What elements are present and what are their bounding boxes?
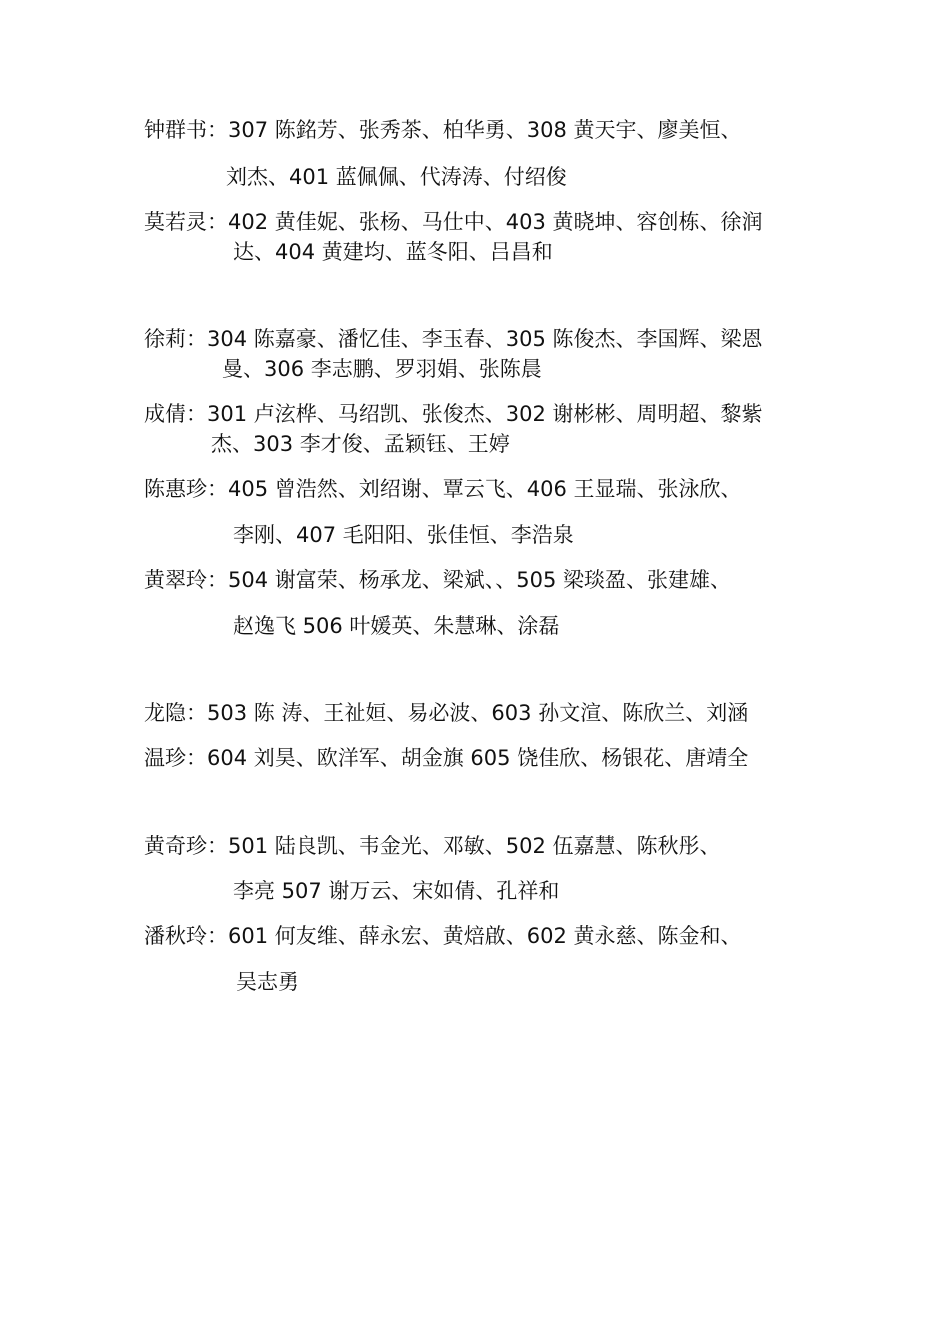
entry-text: 601 何友维、薛永宏、黄焙啟、602 黄永慈、陈金和、 <box>228 924 742 948</box>
teacher-name: 温珍： <box>144 746 207 770</box>
entry-continuation-line: 杰、303 李才俊、孟颖钰、王婷 <box>211 432 510 456</box>
entry-first-line <box>144 115 742 145</box>
entry-text: 405 曾浩然、刘绍谢、覃云飞、406 王显瑞、张泳欣、 <box>228 477 742 501</box>
entry-continuation-line: 李刚、407 毛阳阳、张佳恒、李浩泉 <box>233 523 574 547</box>
entry-first-line <box>144 207 763 237</box>
entry-first-line <box>144 698 748 728</box>
entry-first-line <box>144 743 748 773</box>
entry-continuation-line: 赵逸飞 506 叶媛英、朱慧琳、涂磊 <box>233 614 560 638</box>
entry-continuation-line: 吴志勇 <box>236 970 299 994</box>
entry-continuation-line: 刘杰、401 蓝佩佩、代涛涛、付绍俊 <box>226 165 567 189</box>
teacher-name: 龙隐： <box>144 701 207 725</box>
entry-continuation-line: 达、404 黄建均、蓝冬阳、吕昌和 <box>233 240 553 264</box>
entry-text: 501 陆良凯、韦金光、邓敏、502 伍嘉慧、陈秋彤、 <box>228 834 721 858</box>
entry-first-line <box>144 474 742 504</box>
entry-text: 504 谢富荣、杨承龙、梁斌、、505 梁琰盈、张建雄、 <box>228 568 732 592</box>
entry-first-line <box>144 565 731 595</box>
teacher-name: 成倩： <box>144 402 207 426</box>
entry-continuation-line: 李亮 507 谢万云、宋如倩、孔祥和 <box>233 879 560 903</box>
entry-first-line <box>144 324 763 354</box>
entry-text: 604 刘昊、欧洋军、胡金旗 605 饶佳欣、杨银花、唐靖全 <box>207 746 749 770</box>
teacher-name: 莫若灵： <box>144 210 228 234</box>
teacher-name: 黄翠玲： <box>144 568 228 592</box>
entry-text: 503 陈 涛、王祉姮、易必波、603 孙文渲、陈欣兰、刘涵 <box>207 701 749 725</box>
teacher-name: 钟群书： <box>144 118 228 142</box>
entry-text: 402 黄佳妮、张杨、马仕中、403 黄晓坤、容创栋、徐润 <box>228 210 763 234</box>
entry-continuation-line: 曼、306 李志鹏、罗羽娟、张陈晨 <box>222 357 542 381</box>
entry-text: 307 陈銘芳、张秀茶、柏华勇、308 黄天宇、廖美恒、 <box>228 118 742 142</box>
entry-first-line <box>144 831 721 861</box>
entry-text: 304 陈嘉豪、潘忆佳、李玉春、305 陈俊杰、李国辉、梁恩 <box>207 327 763 351</box>
entry-text: 301 卢泫桦、马绍凯、张俊杰、302 谢彬彬、周明超、黎紫 <box>207 402 763 426</box>
teacher-name: 潘秋玲： <box>144 924 228 948</box>
teacher-name: 徐莉： <box>144 327 207 351</box>
entry-first-line <box>144 399 763 429</box>
entry-first-line <box>144 921 742 951</box>
teacher-name: 黄奇珍： <box>144 834 228 858</box>
teacher-name: 陈惠珍： <box>144 477 228 501</box>
